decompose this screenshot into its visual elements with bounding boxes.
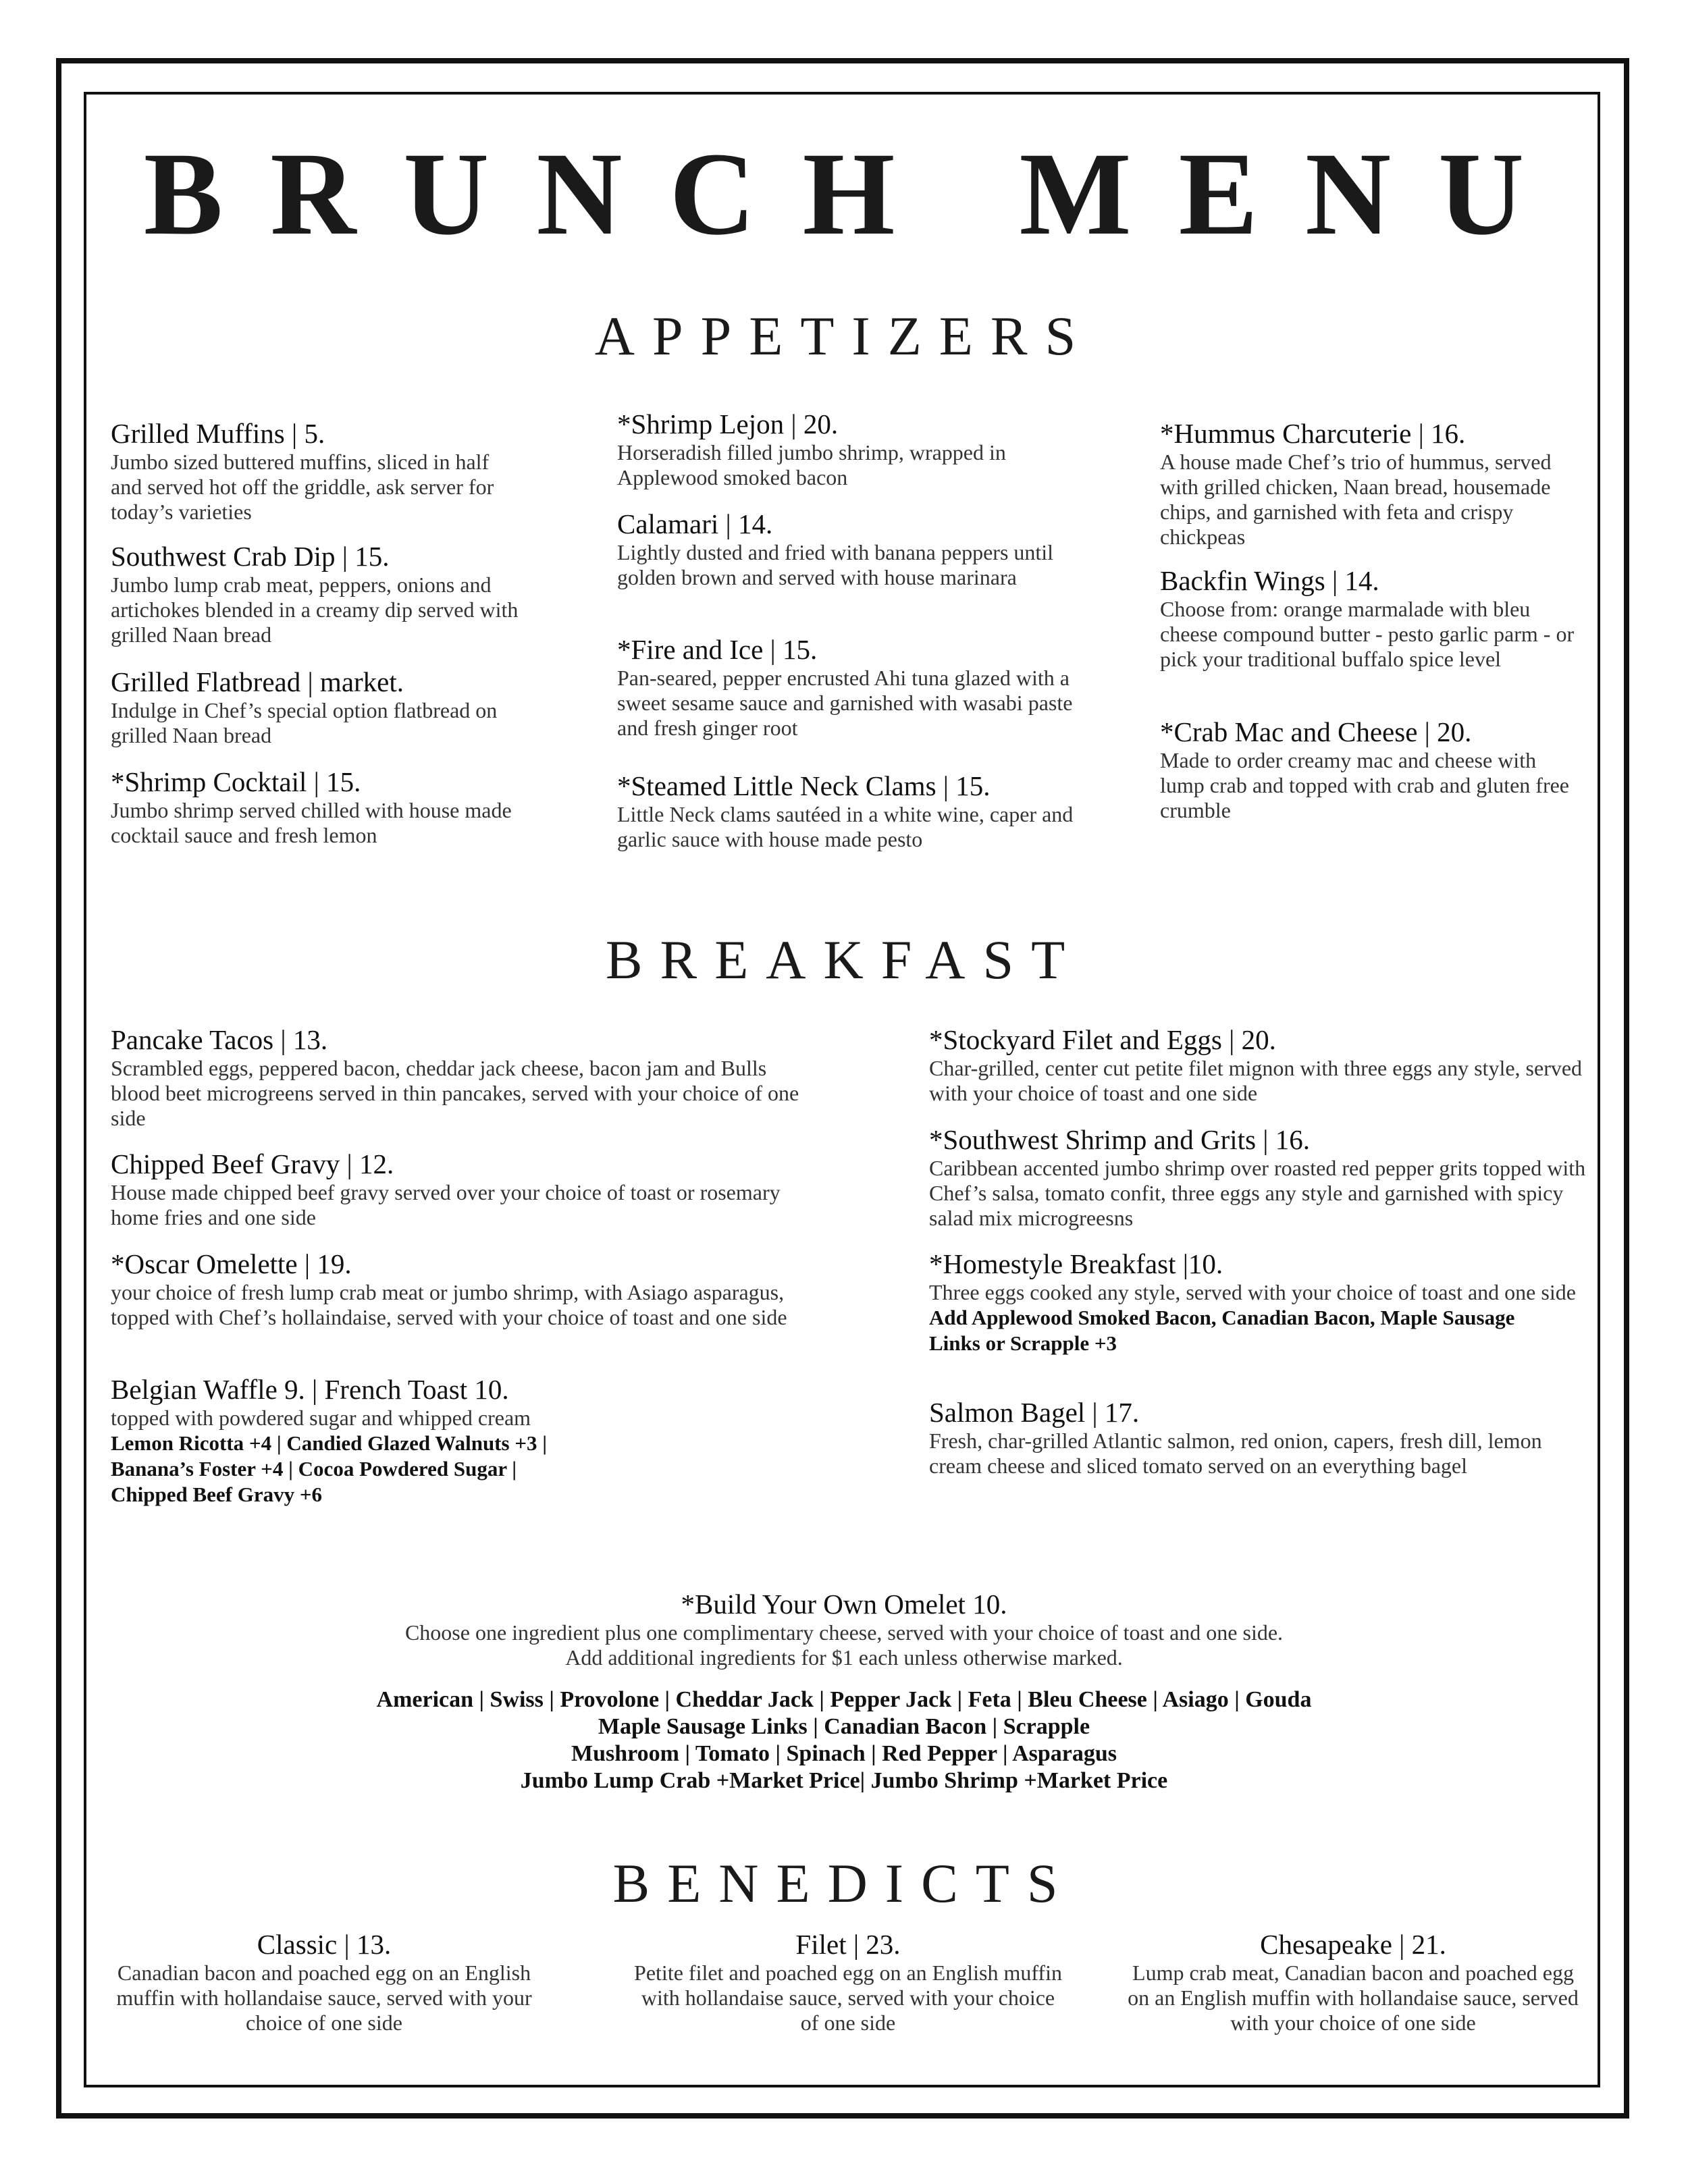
item-name: *Homestyle Breakfast |10. <box>929 1248 1223 1279</box>
item-name: *Southwest Shrimp and Grits | 16. <box>929 1124 1310 1155</box>
item-desc: Caribbean accented jumbo shrimp over roasted red pepper grits topped with Chef’s salsa, tomato confit, three eggs any style and garnished with spicy salad mix microgreesns <box>929 1156 1586 1230</box>
item-name: Grilled Flatbread | market. <box>111 666 404 697</box>
appetizer-shrimp-cocktail <box>111 766 523 848</box>
item-desc: Lightly dusted and fried with banana peppers until golden brown and served with house marinara <box>617 540 1054 589</box>
breakfast-homestyle <box>929 1248 1598 1356</box>
appetizer-fire-and-ice <box>617 633 1090 741</box>
appetizer-southwest-crab-dip <box>111 540 523 647</box>
item-desc: Fresh, char-grilled Atlantic salmon, red onion, capers, fresh dill, lemon cream cheese and sliced tomato served on an everything bagel <box>929 1429 1542 1478</box>
item-desc: Canadian bacon and poached egg on an English muffin with hollandaise sauce, served with your choice of one side <box>116 1961 532 2035</box>
omelet-title: *Build Your Own Omelet 10. <box>681 1589 1007 1620</box>
omelet-meats: Maple Sausage Links | Canadian Bacon | Scrapple <box>598 1714 1090 1739</box>
appetizer-calamari <box>617 508 1090 590</box>
breakfast-chipped-beef-gravy <box>111 1148 799 1230</box>
breakfast-pancake-tacos <box>111 1023 799 1131</box>
appetizer-grilled-flatbread <box>111 666 523 748</box>
item-name: Classic | 13. <box>257 1929 392 1960</box>
item-name: Salmon Bagel | 17. <box>929 1397 1140 1428</box>
item-desc: Scrambled eggs, peppered bacon, cheddar jack cheese, bacon jam and Bulls blood beet microgreens served in thin pancakes, served with your choice of one side <box>111 1056 799 1130</box>
item-desc: Little Neck clams sautéed in a white wine, caper and garlic sauce with house made pesto <box>617 802 1074 851</box>
menu-title: BRUNCH MENU <box>143 128 1572 260</box>
item-name: Backfin Wings | 14. <box>1160 565 1379 596</box>
breakfast-salmon-bagel <box>929 1396 1598 1479</box>
benedict-filet <box>632 1928 1064 2035</box>
benedict-chesapeake <box>1124 1928 1583 2035</box>
item-name: Chesapeake | 21. <box>1260 1929 1446 1960</box>
item-addons: Chipped Beef Gravy +6 <box>111 1483 323 1506</box>
item-desc: Char-grilled, center cut petite filet mignon with three eggs any style, served with your choice of toast and one side <box>929 1056 1583 1105</box>
appetizer-grilled-muffins <box>111 417 523 525</box>
item-desc: Three eggs cooked any style, served with your choice of toast and one side <box>929 1280 1576 1304</box>
item-name: *Fire and Ice | 15. <box>617 634 818 665</box>
item-name: *Shrimp Cocktail | 15. <box>111 766 361 797</box>
item-name: *Hummus Charcuterie | 16. <box>1160 418 1466 449</box>
item-desc: Lump crab meat, Canadian bacon and poached egg on an English muffin with hollandaise sauce, served with your choice of one side <box>1128 1961 1579 2035</box>
appetizers-heading: APPETIZERS <box>594 305 1094 367</box>
item-desc: A house made Chef’s trio of hummus, served with grilled chicken, Naan bread, housemade chips, and garnished with feta and crispy chickpeas <box>1160 450 1552 549</box>
item-desc: House made chipped beef gravy served over your choice of toast or rosemary home fries and one side <box>111 1180 781 1229</box>
appetizer-hummus-charcuterie <box>1160 417 1585 550</box>
breakfast-waffle-french-toast <box>111 1373 799 1508</box>
item-name: Pancake Tacos | 13. <box>111 1024 328 1055</box>
appetizer-steamed-clams <box>617 770 1090 852</box>
item-desc: Jumbo shrimp served chilled with house made cocktail sauce and fresh lemon <box>111 798 512 847</box>
item-desc: Horseradish filled jumbo shrimp, wrapped in Applewood smoked bacon <box>617 440 1006 489</box>
item-addons: Links or Scrapple +3 <box>929 1331 1117 1355</box>
item-name: Southwest Crab Dip | 15. <box>111 541 390 572</box>
item-name: *Steamed Little Neck Clams | 15. <box>617 770 991 801</box>
item-name: Belgian Waffle 9. | French Toast 10. <box>111 1374 509 1405</box>
breakfast-oscar-omelette <box>111 1248 799 1330</box>
item-addons: Add Applewood Smoked Bacon, Canadian Bacon, Maple Sausage <box>929 1306 1515 1329</box>
omelet-cheeses: American | Swiss | Provolone | Cheddar Jack | Pepper Jack | Feta | Bleu Cheese | Asiago | Gouda <box>376 1687 1312 1712</box>
omelet-premium: Jumbo Lump Crab +Market Price| Jumbo Shrimp +Market Price <box>520 1768 1168 1793</box>
item-name: *Stockyard Filet and Eggs | 20. <box>929 1024 1276 1055</box>
item-name: *Oscar Omelette | 19. <box>111 1248 352 1279</box>
benedict-classic <box>108 1928 540 2035</box>
omelet-vegetables: Mushroom | Tomato | Spinach | Red Pepper | Asparagus <box>571 1741 1117 1766</box>
item-addons: Lemon Ricotta +4 | Candied Glazed Walnuts +3 | <box>111 1431 548 1455</box>
item-desc: Petite filet and poached egg on an English muffin with hollandaise sauce, served with your choice of one side <box>634 1961 1062 2035</box>
item-addons: Banana’s Foster +4 | Cocoa Powdered Sugar | <box>111 1457 517 1481</box>
appetizer-shrimp-lejon <box>617 408 1090 490</box>
build-omelet-section <box>0 1588 1688 1794</box>
item-desc: Made to order creamy mac and cheese with lump crab and topped with crab and gluten free crumble <box>1160 748 1569 822</box>
item-name: Grilled Muffins | 5. <box>111 418 325 449</box>
breakfast-stockyard-filet <box>929 1023 1598 1106</box>
item-desc: topped with powdered sugar and whipped cream <box>111 1406 531 1430</box>
omelet-desc: Choose one ingredient plus one complimentary cheese, served with your choice of toast and one side. <box>404 1620 1284 1645</box>
appetizer-backfin-wings <box>1160 564 1585 672</box>
item-desc: Choose from: orange marmalade with bleu cheese compound butter - pesto garlic parm - or pick your traditional buffalo spice level <box>1160 597 1575 671</box>
appetizer-crab-mac-and-cheese <box>1160 716 1585 823</box>
item-desc: Indulge in Chef’s special option flatbread on grilled Naan bread <box>111 698 498 747</box>
item-desc: Pan-seared, pepper encrusted Ahi tuna glazed with a sweet sesame sauce and garnished with wasabi paste and fresh ginger root <box>617 666 1073 740</box>
breakfast-shrimp-and-grits <box>929 1123 1598 1231</box>
breakfast-heading: BREAKFAST <box>605 929 1083 990</box>
omelet-desc: Add additional ingredients for $1 each unless otherwise marked. <box>565 1645 1123 1670</box>
item-name: *Crab Mac and Cheese | 20. <box>1160 716 1472 747</box>
item-name: Filet | 23. <box>795 1929 901 1960</box>
item-name: Calamari | 14. <box>617 508 773 539</box>
item-desc: your choice of fresh lump crab meat or jumbo shrimp, with Asiago asparagus, topped with Chef’s hollaindaise, served with your choice of toast and one side <box>111 1280 787 1329</box>
item-desc: Jumbo lump crab meat, peppers, onions and artichokes blended in a creamy dip served with grilled Naan bread <box>111 572 519 647</box>
benedicts-heading: BENEDICTS <box>612 1853 1076 1914</box>
item-name: Chipped Beef Gravy | 12. <box>111 1148 394 1179</box>
item-name: *Shrimp Lejon | 20. <box>617 408 839 440</box>
item-desc: Jumbo sized buttered muffins, sliced in half and served hot off the griddle, ask server for today’s varieties <box>111 450 494 524</box>
